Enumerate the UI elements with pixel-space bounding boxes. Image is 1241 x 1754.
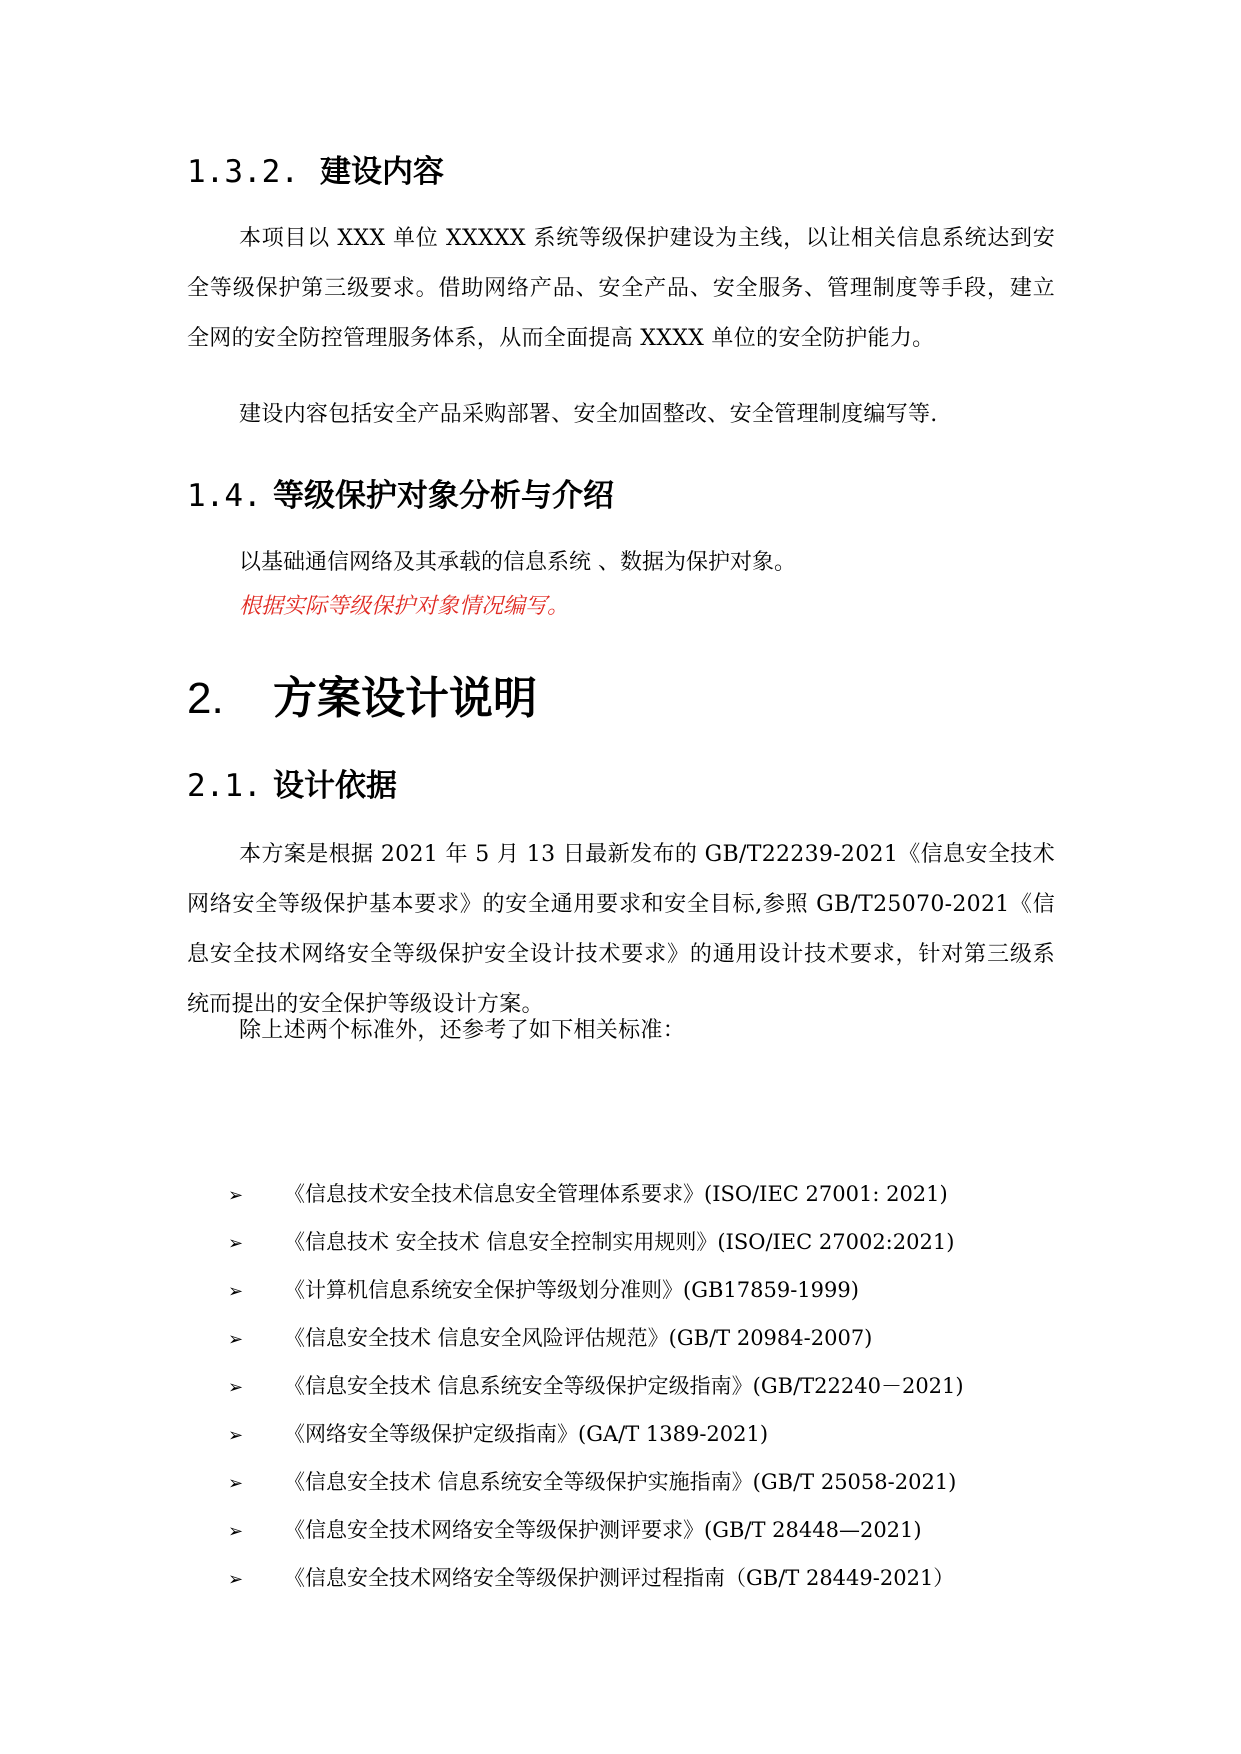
standards-list xyxy=(228,1170,964,1602)
arrow-bullet-icon: ➢ xyxy=(228,1281,244,1302)
list-item xyxy=(228,1266,964,1314)
standard-title: 《信息安全技术网络安全等级保护测评过程指南（GB/T 28449-2021） xyxy=(284,1566,955,1590)
arrow-bullet-icon: ➢ xyxy=(228,1425,244,1446)
arrow-bullet-icon: ➢ xyxy=(228,1377,244,1398)
list-item xyxy=(228,1314,964,1362)
section-number: 2. xyxy=(187,674,224,723)
list-item xyxy=(228,1218,964,1266)
note-instruction: 根据实际等级保护对象情况编写。 xyxy=(239,594,570,619)
list-item xyxy=(228,1410,964,1458)
arrow-bullet-icon: ➢ xyxy=(228,1569,244,1590)
section-number: 2.1. xyxy=(187,768,262,804)
section-heading-1-3-2 xyxy=(187,146,444,191)
arrow-bullet-icon: ➢ xyxy=(228,1185,244,1206)
standard-title: 《信息技术 安全技术 信息安全控制实用规则》(ISO/IEC 27002:2021) xyxy=(284,1230,955,1254)
list-item xyxy=(228,1458,964,1506)
standard-title: 《信息技术安全技术信息安全管理体系要求》(ISO/IEC 27001: 2021) xyxy=(284,1182,948,1206)
arrow-bullet-icon: ➢ xyxy=(228,1329,244,1350)
standard-title: 《信息安全技术 信息系统安全等级保护实施指南》(GB/T 25058-2021) xyxy=(284,1470,957,1494)
section-number: 1.4. xyxy=(187,478,262,514)
paragraph-references-intro: 除上述两个标准外，还参考了如下相关标准： xyxy=(239,1018,686,1043)
standard-title: 《信息安全技术网络安全等级保护测评要求》(GB/T 28448—2021) xyxy=(284,1518,922,1542)
list-item xyxy=(228,1362,964,1410)
list-item xyxy=(228,1506,964,1554)
list-item xyxy=(228,1170,964,1218)
standard-title: 《信息安全技术 信息系统安全等级保护定级指南》(GB/T22240－2021) xyxy=(284,1374,964,1398)
section-title: 建设内容 xyxy=(320,154,444,190)
list-item xyxy=(228,1554,964,1602)
arrow-bullet-icon: ➢ xyxy=(228,1473,244,1494)
section-number: 1.3.2. xyxy=(187,154,299,190)
section-heading-2-1 xyxy=(187,760,397,805)
paragraph-design-basis: 本方案是根据 2021 年 5 月 13 日最新发布的 GB/T22239-2021《信息安全技术网络安全等级保护基本要求》的安全通用要求和安全目标,参照 GB/T25070-2021《信息安全技术网络安全等级保护安全设计技术要求》的通用设计技术要求，针对第三级系统而提出的安全保护等级设计方案。 xyxy=(187,842,1055,1017)
standard-title: 《信息安全技术 信息安全风险评估规范》(GB/T 20984-2007) xyxy=(284,1326,873,1350)
standard-title: 《计算机信息系统安全保护等级划分准则》(GB17859-1999) xyxy=(284,1278,859,1302)
section-heading-2 xyxy=(187,662,537,726)
paragraph-construction-content: 建设内容包括安全产品采购部署、安全加固整改、安全管理制度编写等. xyxy=(239,402,938,427)
section-title: 设计依据 xyxy=(273,768,397,804)
section-title: 等级保护对象分析与介绍 xyxy=(273,478,614,514)
section-title: 方案设计说明 xyxy=(273,673,537,724)
arrow-bullet-icon: ➢ xyxy=(228,1233,244,1254)
paragraph-protection-object: 以基础通信网络及其承载的信息系统 、数据为保护对象。 xyxy=(239,550,796,575)
paragraph-project-scope: 本项目以 XXX 单位 XXXXX 系统等级保护建设为主线，以让相关信息系统达到安全等级保护第三级要求。借助网络产品、安全产品、安全服务、管理制度等手段，建立全网的安全防控管理服务体系，从而全面提高 XXXX 单位的安全防护能力。 xyxy=(187,226,1055,351)
section-heading-1-4 xyxy=(187,470,614,515)
standard-title: 《网络安全等级保护定级指南》(GA/T 1389-2021) xyxy=(284,1422,769,1446)
arrow-bullet-icon: ➢ xyxy=(228,1521,244,1542)
